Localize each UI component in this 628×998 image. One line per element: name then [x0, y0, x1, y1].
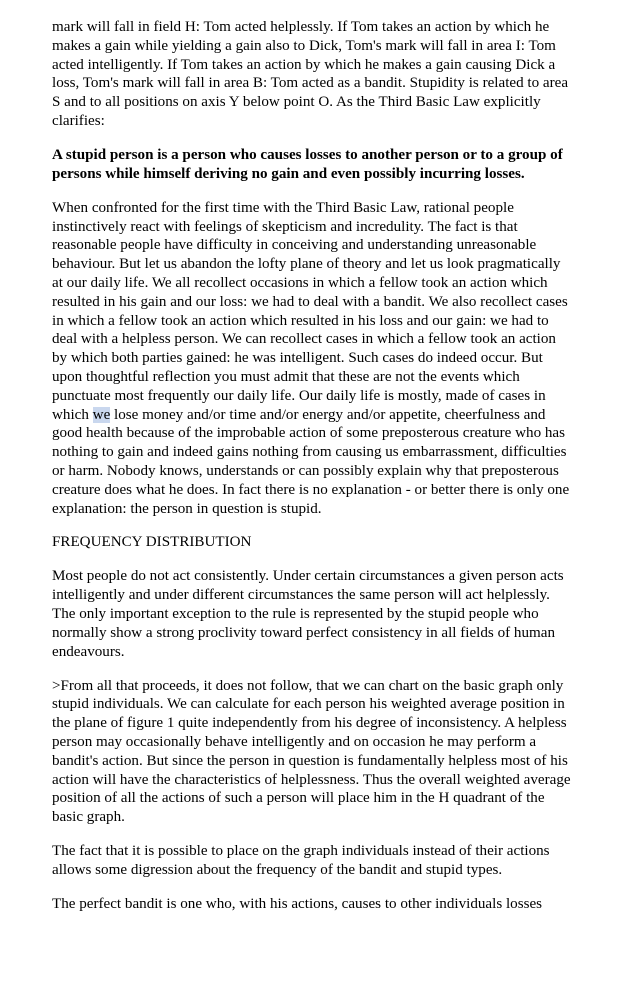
third-basic-law-statement: A stupid person is a person who causes losses to another person or to a group of persons while himself deriving no gain and even possibly incurring losses. — [52, 146, 563, 182]
paragraph-weighted-average: >From all that proceeds, it does not follow, that we can chart on the basic graph only stupid individuals. We can calculate for each person his weighted average position in the plane of figure 1 quite independently from his degree of inconsistency. A helpless person may occasionally behave intelligently and on occasion he may perform a bandit's action. But since the person in question is fundamentally helpless most of his action will have the characteristics of helplessness. Thus the overall weighted average position of all the actions of such a person will place him in the H quadrant of the basic graph. — [52, 677, 571, 826]
document-body — [52, 18, 574, 929]
paragraph-text-before-highlight: When confronted for the first time with the Third Basic Law, rational people instinctively react with feelings of skepticism and incredulity. The fact is that reasonable people have difficulty in conceiving and understanding unreasonable behaviour. But let us abandon the lofty plane of theory and let us look pragmatically at our daily life. We all recollect occasions in which a fellow took an action which resulted in his gain and our loss: we had to deal with a bandit. We also recollect cases in which a fellow took an action which resulted in his loss and our gain: we had to deal with a helpless person. We can recollect cases in which a fellow took an action by which both parties gained: he was intelligent. Such cases do indeed occur. But upon thoughtful reflection you must admit that these are not the events which punctuate most frequently our daily life. Our daily life is mostly, made of cases in which — [52, 199, 568, 423]
paragraph-perfect-bandit: The perfect bandit is one who, with his actions, causes to other individuals losses — [52, 895, 543, 912]
paragraph-place-individuals: The fact that it is possible to place on the graph individuals instead of their actions allows some digression about the frequency of the bandit and stupid types. — [52, 843, 550, 878]
section-heading-frequency-distribution: FREQUENCY DISTRIBUTION — [52, 534, 252, 551]
paragraph-text-after-highlight: lose money and/or time and/or energy and/or appetite, cheerfulness and good health because of the improbable action of some preposterous creature who has nothing to gain and indeed gains nothing from causing us embarrassment, difficulties or harm. Nobody knows, understands or can possibly explain why that preposterous creature does what he does. In fact there is no explanation - or better there is only one explanation: the person in question is stupid. — [52, 406, 570, 517]
paragraph-field-h-description: mark will fall in field H: Tom acted helplessly. If Tom takes an action by which he makes a gain while yielding a gain also to Dick, Tom's mark will fall in area I: Tom acted intelligently. If Tom takes an action by which he makes a gain causing Dick a loss, Tom's mark will fall in area B: Tom acted as a bandit. Stupidity is related to area S and to all positions on axis Y below point O. As the Third Basic Law explicitly clarifies: — [52, 19, 569, 129]
paragraph-consistency: Most people do not act consistently. Under certain circumstances a given person acts intelligently and under different circumstances the same person will act helplessly. The only important exception to the rule is represented by the stupid people who normally show a strong proclivity toward perfect consistency in all fields of human endeavours. — [52, 568, 564, 660]
paragraph-third-law-reaction — [52, 199, 574, 519]
highlighted-word[interactable]: we — [92, 406, 111, 423]
